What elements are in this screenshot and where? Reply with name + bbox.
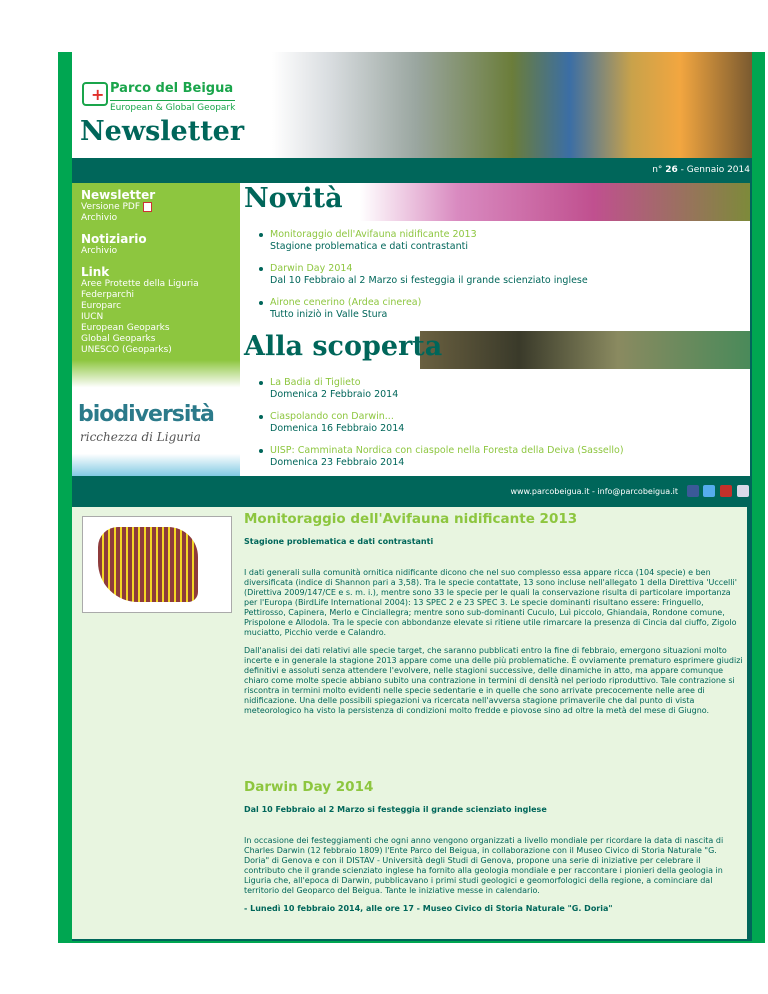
link-global-geoparks[interactable]: Global Geoparks — [81, 334, 156, 344]
link-europarc[interactable]: Europarc — [81, 301, 122, 311]
contact-links[interactable]: www.parcobeigua.it - info@parcobeigua.it — [510, 487, 678, 496]
item-title-link[interactable]: La Badia di Tiglieto — [270, 377, 361, 388]
item-title-link[interactable]: Ciaspolando con Darwin... — [270, 411, 394, 422]
logo-title: Parco del Beigua — [110, 81, 234, 96]
item-subtitle: Domenica 23 Febbraio 2014 — [270, 457, 405, 468]
article-subtitle: Dal 10 Febbraio al 2 Marzo si festeggia il grande scienziato inglese — [244, 805, 547, 814]
item-subtitle: Domenica 2 Febbraio 2014 — [270, 389, 399, 400]
list-item[interactable] — [260, 263, 750, 287]
main-content — [240, 183, 750, 476]
article-avifauna — [244, 511, 744, 724]
item-subtitle: Stagione problematica e dati contrastanti — [270, 241, 468, 252]
map-grid — [98, 527, 198, 602]
list-item[interactable] — [260, 297, 750, 321]
twitter-icon[interactable] — [703, 485, 715, 497]
newsletter-archive-link[interactable]: Archivio — [81, 213, 118, 223]
item-subtitle: Tutto iniziò in Valle Stura — [270, 309, 388, 320]
item-subtitle: Domenica 16 Febbraio 2014 — [270, 423, 405, 434]
pdf-link-label: Versione PDF — [81, 202, 141, 212]
item-title-link[interactable]: Darwin Day 2014 — [270, 263, 353, 274]
issue-date: - Gennaio 2014 — [677, 165, 750, 175]
header — [72, 52, 752, 158]
list-item[interactable] — [260, 377, 750, 401]
trout-image — [420, 331, 750, 369]
articles-section — [72, 507, 750, 939]
article-event: - Lunedì 10 febbraio 2014, alle ore 17 - Museo Civico di Storia Naturale "G. Doria" — [244, 904, 613, 913]
link-unesco[interactable]: UNESCO (Geoparks) — [81, 345, 172, 355]
notiziario-archive-link[interactable]: Archivio — [81, 246, 118, 256]
item-subtitle: Dal 10 Febbraio al 2 Marzo si festeggia il grande scienziato inglese — [270, 275, 588, 286]
issue-label: n° — [652, 165, 666, 175]
scoperta-banner — [240, 331, 750, 369]
item-title-link[interactable]: Airone cenerino (Ardea cinerea) — [270, 297, 422, 308]
biodiversita-banner[interactable] — [72, 360, 240, 476]
article-title: Darwin Day 2014 — [244, 779, 374, 795]
banner-subtitle: ricchezza di Liguria — [80, 430, 201, 444]
list-item[interactable] — [260, 411, 750, 435]
facebook-icon[interactable] — [687, 485, 699, 497]
article-paragraph: I dati generali sulla comunità ornitica nidificante dicono che nel suo complesso essa appare ricca (104 specie) e ben diversificata (indice di Shannon pari a 3,58). Tra le specie contattate, 13 sono incluse nell'allegato 1 della Direttiva 'Uccelli' (Direttiva 2009/147/CE e s. m. i.), mentre sono 33 le specie per le quali la conservazione risulta di particolare importanza per l'Europa (BirdLife International 2004): 13 SPEC 2 e 23 SPEC 3. Le specie dominanti risultano essere: Fringuello, Pettirosso, Capinera, Merlo e Cinciallegra; mentre sono sub-dominanti Cuculo, Luì piccolo, Ghiandaia, Rondone comune, Prispolone e Allodola. Tra le specie con abbondanze elevate si ritiene utile rimarcare la presenza di Cincia dal ciuffo, Zigolo muciatto, Picchio verde e Calandro. — [244, 568, 737, 637]
issue-info — [652, 165, 750, 175]
link-european-geoparks[interactable]: European Geoparks — [81, 323, 170, 333]
logo-subtitle: European & Global Geopark — [110, 100, 235, 113]
link-aree-protette[interactable]: Aree Protette della Liguria — [81, 279, 199, 289]
newsletter-title: Newsletter — [80, 116, 245, 147]
article-title: Monitoraggio dell'Avifauna nidificante 2013 — [244, 511, 578, 527]
scoperta-heading: Alla scoperta — [244, 331, 443, 362]
contact-bar — [72, 476, 752, 507]
sidebar-heading-notiziario: Notiziario — [81, 232, 147, 246]
novita-banner — [240, 183, 750, 221]
list-item[interactable] — [260, 229, 750, 253]
park-logo-icon — [82, 82, 108, 106]
list-item[interactable] — [260, 445, 750, 469]
item-title-link[interactable]: Monitoraggio dell'Avifauna nidificante 2013 — [270, 229, 477, 240]
novita-list — [240, 229, 750, 321]
sidebar-heading-link: Link — [81, 265, 110, 279]
link-iucn[interactable]: IUCN — [81, 312, 104, 322]
item-title-link[interactable]: UISP: Camminata Nordica con ciaspole nella Foresta della Deiva (Sassello) — [270, 445, 624, 456]
novita-heading: Novità — [244, 183, 343, 214]
article-paragraph: Dall'analisi dei dati relativi alle specie target, che saranno pubblicati entro la fine di febbraio, emergono situazioni molto incerte e in generale la stagione 2013 appare come una delle più problematiche. È ovviamente prematuro esprimere giudizi definitivi e assoluti senza attendere l'evolvere, nelle stagioni successive, delle dinamiche in atto, ma appare comunque chiaro come molte specie abbiano subito una contrazione in termini di densità nel periodo riproduttivo. Tale contrazione si riscontra in termini molto evidenti nelle specie sedentarie e in quelle che sono arrivate precocemente nelle aree di nidificazione. Una delle possibili spiegazioni va ricercata nell'avversa stagione primaverile che dal punto di vista meteorologico ha visto la persistenza di condizioni molto fredde e piovose sino ad oltre la metà del mese di Giugno. — [244, 646, 743, 715]
link-federparchi[interactable]: Federparchi — [81, 290, 135, 300]
flickr-icon[interactable] — [737, 485, 749, 497]
newsletter-frame — [58, 52, 765, 943]
youtube-icon[interactable] — [720, 485, 732, 497]
article-subtitle: Stagione problematica e dati contrastanti — [244, 537, 434, 546]
issue-number: 26 — [665, 165, 678, 175]
flowers-image — [360, 183, 750, 221]
newsletter-body — [72, 52, 752, 941]
sidebar — [72, 183, 240, 476]
pdf-icon — [143, 202, 152, 212]
header-wildlife-photo — [272, 52, 752, 158]
article-darwin-day — [244, 779, 744, 922]
pdf-version-link[interactable] — [81, 202, 231, 213]
banner-title: biodiversità — [78, 402, 214, 427]
sidebar-heading-newsletter: Newsletter — [81, 188, 156, 202]
avifauna-map-image — [82, 516, 232, 613]
article-paragraph: In occasione dei festeggiamenti che ogni anno vengono organizzati a livello mondiale per ricordare la data di nascita di Charles Darwin (12 febbraio 1809) l'Ente Parco del Beigua, in collaborazione con il Museo Civico di Storia Naturale "G. Doria" di Genova e con il DISTAV - Università degli Studi di Genova, propone una serie di iniziative per celebrare il contributo che il grande scienziato inglese ha fornito alla geologia mondiale e per raccontare i pionieri della geologia in Liguria che, all'epoca di Darwin, pubblicavano i primi studi geologici e geomorfologici della regione, a cominciare dal territorio del Geoparco del Beigua. Tante le iniziative messe in calendario. — [244, 836, 724, 895]
scoperta-list — [240, 377, 750, 469]
